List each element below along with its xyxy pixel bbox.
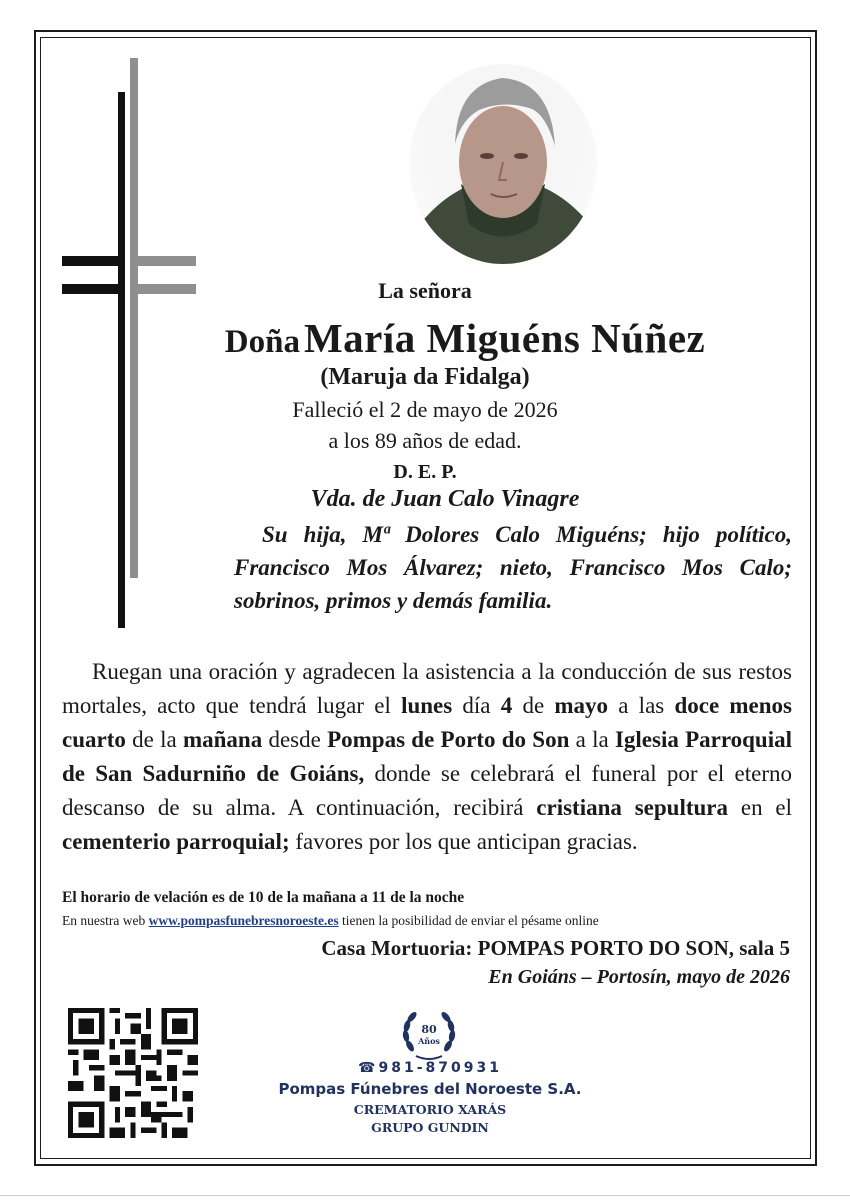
deceased-name-line bbox=[40, 314, 850, 362]
crematorium-name: CREMATORIO XARÁS bbox=[353, 1102, 507, 1117]
funeral-home: Casa Mortuoria: POMPAS PORTO DO SON, sala 5 bbox=[321, 936, 790, 960]
family-list: Su hija, Mª Dolores Calo Miguéns; hijo político, Francisco Mos Álvarez; nieto, Francisco Mos Calo; sobrinos, primos y demás familia. bbox=[234, 522, 792, 613]
portrait-photo bbox=[409, 64, 597, 264]
ceremony-paragraph: Ruegan una oración y agradecen la asistencia a la conducción de sus restos mortales, acto que tendrá lugar el lunes día 4 de mayo a las doce menos cuarto de la mañana desde Pompas de Porto do Son a la Iglesia Parroquial de San Sadurniño de Goiáns, donde se celebrará el funeral por el eterno descanso de su alma. A continuación, recibirá cristiana sepultura en el cementerio parroquial; favores por los que anticipan gracias. bbox=[62, 659, 793, 854]
web-notice: En nuestra web www.pompasfunebresnoroeste.es tienen la posibilidad de enviar el pésame online bbox=[62, 913, 599, 928]
deceased-name: María Miguéns Núñez bbox=[303, 315, 706, 361]
phone-icon: ☎ bbox=[358, 1060, 379, 1076]
place-date: En Goiáns – Portosín, mayo de 2026 bbox=[488, 966, 790, 988]
widow-of: Vda. de Juan Calo Vinagre bbox=[310, 486, 580, 512]
qr-code-icon bbox=[68, 1008, 198, 1138]
company-name: Pompas Fúnebres del Noroeste S.A. bbox=[278, 1080, 582, 1098]
deceased-alias: (Maruja da Fidalga) bbox=[320, 364, 530, 390]
wake-schedule: El horario de velación es de 10 de la mañana a 11 de la noche bbox=[62, 889, 465, 906]
anniversary-number: 80 bbox=[421, 1023, 437, 1036]
death-date: Falleció el 2 de mayo de 2026 bbox=[292, 397, 558, 422]
website-link[interactable]: www.pompasfunebresnoroeste.es bbox=[148, 913, 339, 928]
group-name: GRUPO GUNDIN bbox=[371, 1120, 489, 1135]
age-at-death: a los 89 años de edad. bbox=[328, 428, 522, 453]
anniversary-word: Años bbox=[418, 1036, 440, 1046]
page-edge-rule bbox=[0, 1195, 850, 1196]
anniversary-badge-icon bbox=[398, 1006, 460, 1064]
rip-text: D. E. P. bbox=[393, 461, 457, 483]
deceased-title: Doña bbox=[224, 324, 300, 360]
company-phone: ☎981-870931 bbox=[358, 1060, 502, 1076]
salutation: La señora bbox=[378, 278, 472, 303]
